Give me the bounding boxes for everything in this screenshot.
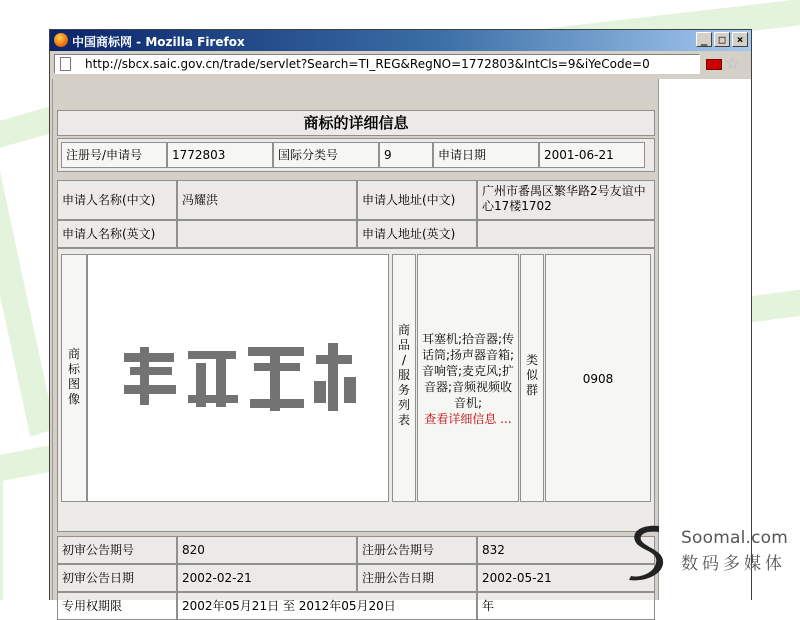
soomal-watermark bbox=[625, 522, 795, 582]
class-value: 9 bbox=[379, 142, 433, 168]
goods-list-label-char: 务 bbox=[397, 383, 410, 397]
close-button[interactable]: × bbox=[732, 32, 748, 47]
similar-group-label-char: 群 bbox=[525, 383, 538, 397]
prelim-date-value: 2002-02-21 bbox=[177, 564, 357, 592]
applicant-name-cn-value: 冯耀洪 bbox=[177, 180, 357, 220]
firefox-icon bbox=[54, 33, 68, 47]
reg-no-label: 注册号/申请号 bbox=[61, 142, 167, 168]
goods-list bbox=[417, 254, 519, 502]
prelim-date-label: 初审公告日期 bbox=[57, 564, 177, 592]
goods-list-text: 耳塞机;拾音器;传话筒;扬声器音箱;音响管;麦克风;扩音器;音频视频收音机; bbox=[421, 332, 515, 410]
page-content bbox=[52, 79, 659, 613]
page-icon bbox=[60, 57, 71, 71]
soomal-logo-icon bbox=[625, 522, 671, 582]
trademark-image bbox=[88, 255, 388, 501]
mark-image bbox=[87, 254, 389, 502]
goods-list-label bbox=[392, 254, 416, 502]
applicant-name-cn-label: 申请人名称(中文) bbox=[57, 180, 177, 220]
goods-list-label-char: 服 bbox=[397, 368, 410, 382]
address-bar bbox=[52, 53, 749, 77]
page-title: 商标的详细信息 bbox=[57, 110, 655, 136]
url-text[interactable]: http://sbcx.saic.gov.cn/trade/servlet?Search=TI_REG&RegNO=1772803&IntCls=9&iYeCode=0 bbox=[85, 57, 650, 71]
soomal-en: Soomal.com bbox=[681, 528, 789, 548]
term-label: 专用权期限 bbox=[57, 592, 177, 620]
applicant-addr-en-label: 申请人地址(英文) bbox=[357, 220, 477, 248]
similar-group-label-char: 似 bbox=[525, 368, 538, 382]
applicant-name-en-label: 申请人名称(英文) bbox=[57, 220, 177, 248]
goods-list-label-char: 列 bbox=[397, 398, 410, 412]
reg-date-value: 2002-05-21 bbox=[477, 564, 655, 592]
minimize-button[interactable]: _ bbox=[696, 32, 712, 47]
mark-image-label-char: 图 bbox=[67, 377, 80, 391]
mark-image-label bbox=[61, 254, 87, 502]
goods-list-label-char: 商 bbox=[397, 323, 410, 337]
apply-date-value: 2001-06-21 bbox=[539, 142, 645, 168]
reg-date-label: 注册公告日期 bbox=[357, 564, 477, 592]
view-details-link[interactable]: 查看详细信息 ... bbox=[424, 412, 512, 426]
prelim-no-value: 820 bbox=[177, 536, 357, 564]
window-title: 中国商标网 - Mozilla Firefox bbox=[72, 35, 245, 49]
mark-image-label-char: 标 bbox=[67, 362, 80, 376]
mark-image-label-char: 像 bbox=[67, 392, 80, 406]
applicant-name-en-value bbox=[177, 220, 357, 248]
reg-no-value: 1772803 bbox=[167, 142, 273, 168]
similar-group-label-char: 类 bbox=[525, 353, 538, 367]
term-value: 2002年05月21日 至 2012年05月20日 bbox=[177, 592, 477, 620]
url-field[interactable] bbox=[54, 54, 700, 74]
goods-list-label-char: 品 bbox=[397, 338, 410, 352]
applicant-addr-en-value bbox=[477, 220, 655, 248]
flag-icon[interactable] bbox=[706, 59, 722, 70]
similar-group-label bbox=[520, 254, 544, 502]
browser-window bbox=[49, 29, 752, 613]
applicant-addr-cn-value: 广州市番禺区繁华路2号友谊中心17楼1702 bbox=[477, 180, 655, 220]
term-unit: 年 bbox=[477, 592, 655, 620]
prelim-no-label: 初审公告期号 bbox=[57, 536, 177, 564]
bookmark-star-icon[interactable]: ☆ bbox=[725, 54, 741, 74]
applicant-addr-cn-label: 申请人地址(中文) bbox=[357, 180, 477, 220]
soomal-cn: 数码多媒体 bbox=[681, 554, 786, 574]
mark-image-label-char: 商 bbox=[67, 347, 80, 361]
title-bar[interactable] bbox=[50, 30, 751, 51]
maximize-button[interactable]: □ bbox=[714, 32, 730, 47]
reg-pub-no-label: 注册公告期号 bbox=[357, 536, 477, 564]
class-label: 国际分类号 bbox=[273, 142, 379, 168]
similar-group-value: 0908 bbox=[545, 254, 651, 502]
reg-pub-no-value: 832 bbox=[477, 536, 655, 564]
apply-date-label: 申请日期 bbox=[433, 142, 539, 168]
goods-list-label-char: / bbox=[401, 353, 407, 367]
goods-list-label-char: 表 bbox=[397, 413, 410, 427]
